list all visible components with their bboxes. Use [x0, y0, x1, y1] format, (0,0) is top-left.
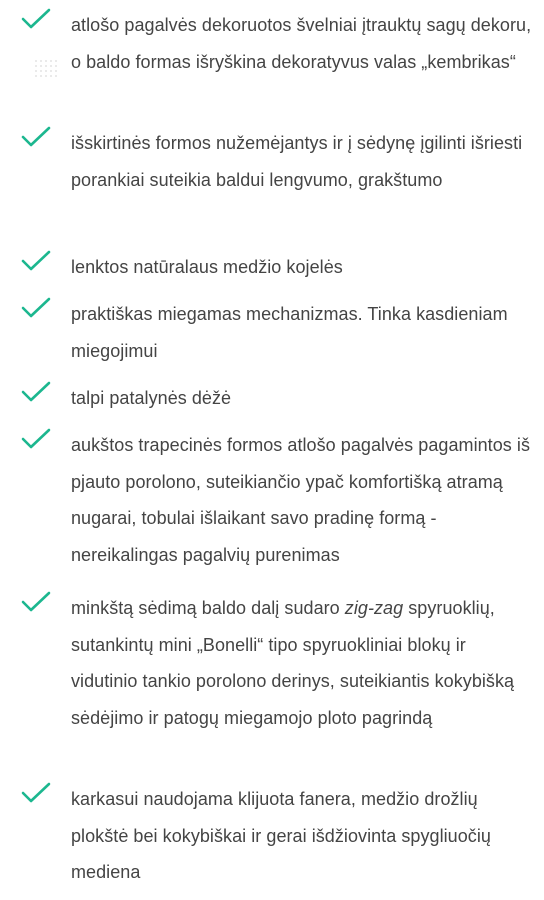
check-icon	[20, 249, 52, 273]
feature-text	[71, 590, 533, 736]
feature-text: lenktos natūralaus medžio kojelės	[71, 257, 343, 277]
check-icon	[20, 427, 52, 451]
feature-text-part: spyruoklių, sutankintų mini „Bonelli“ tipo spyruokliniai blokų ir vidutinio tankio porolono derinys, suteikiantis kokybišką sėdėjimo ir patogų miegamojo ploto pagrindą	[71, 598, 515, 728]
feature-text: karkasui naudojama klijuota fanera, medžio drožlių plokštė bei kokybiškai ir gerai išdžiovinta spygliuočių mediena	[71, 789, 491, 882]
feature-text: praktiškas miegamas mechanizmas. Tinka kasdieniam miegojimui	[71, 304, 508, 361]
check-icon	[20, 781, 52, 805]
feature-text: aukštos trapecinės formos atlošo pagalvės pagamintos iš pjauto porolono, suteikiančio ypač komfortišką atramą nugarai, tobulai išlaikant savo pradinę formą - nereikalingas pagalvių purenimas	[71, 435, 530, 565]
check-icon	[20, 125, 52, 149]
feature-text: išskirtinės formos nužemėjantys ir į sėdynę įgilinti išriesti porankiai suteikia baldui lengvumo, grakštumo	[71, 133, 523, 190]
check-icon	[20, 7, 52, 31]
check-icon	[20, 380, 52, 404]
check-icon	[20, 590, 52, 614]
feature-text: talpi patalynės dėžė	[71, 388, 232, 408]
feature-text-italic: zig-zag	[344, 598, 404, 618]
feature-text: atlošo pagalvės dekoruotos švelniai įtrauktų sagų dekoru, o baldo formas išryškina dekoratyvus valas „kembrikas“	[71, 15, 532, 72]
dots-decor-icon	[34, 59, 58, 79]
check-icon	[20, 296, 52, 320]
feature-text-part: minkštą sėdimą baldo dalį sudaro	[71, 598, 345, 618]
